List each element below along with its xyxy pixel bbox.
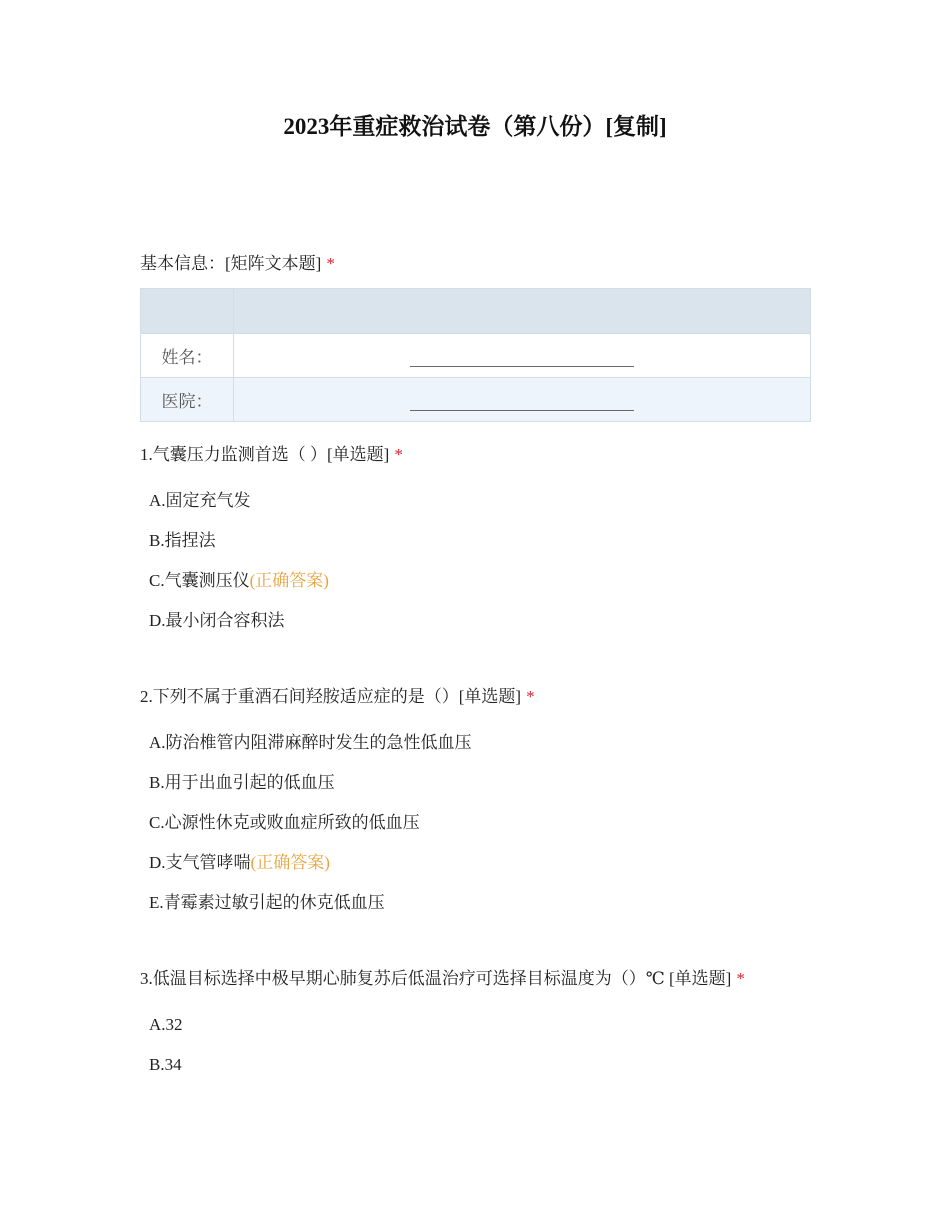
option-text: C.心源性休克或败血症所致的低血压 bbox=[149, 813, 420, 832]
question-2 bbox=[140, 685, 535, 709]
basic-info-matrix bbox=[140, 288, 811, 422]
correct-answer-note: (正确答案) bbox=[250, 853, 330, 872]
required-mark: * bbox=[526, 687, 535, 706]
option-text: E.青霉素过敏引起的休克低血压 bbox=[149, 893, 385, 912]
matrix-row-hospital bbox=[141, 378, 811, 422]
question-2-text: 2.下列不属于重酒石间羟胺适应症的是（）[单选题] bbox=[140, 687, 522, 706]
question-1-option-a[interactable] bbox=[149, 489, 251, 513]
option-text: B.34 bbox=[149, 1055, 182, 1074]
question-2-option-e[interactable] bbox=[149, 891, 385, 915]
required-mark: * bbox=[736, 969, 745, 988]
basic-info-label bbox=[140, 252, 335, 276]
matrix-row-name bbox=[141, 334, 811, 378]
option-text: B.指捏法 bbox=[149, 531, 216, 550]
question-3-option-a[interactable] bbox=[149, 1013, 183, 1037]
hospital-label: 医院： bbox=[141, 378, 234, 422]
question-2-option-a[interactable] bbox=[149, 731, 472, 755]
question-3-option-b[interactable] bbox=[149, 1053, 182, 1077]
question-3-text: 3.低温目标选择中极早期心肺复苏后低温治疗可选择目标温度为（）℃ [单选题] bbox=[140, 969, 732, 988]
option-text: A.防治椎管内阻滞麻醉时发生的急性低血压 bbox=[149, 733, 472, 752]
question-2-option-c[interactable] bbox=[149, 811, 420, 835]
basic-info-label-text: 基本信息：[矩阵文本题] bbox=[140, 254, 322, 273]
question-3 bbox=[140, 967, 745, 991]
hospital-input-blank[interactable] bbox=[410, 392, 634, 411]
page-title: 2023年重症救治试卷（第八份）[复制] bbox=[283, 114, 667, 139]
name-label: 姓名： bbox=[141, 334, 234, 378]
question-1-option-d[interactable] bbox=[149, 609, 285, 633]
correct-answer-note: (正确答案) bbox=[249, 571, 329, 590]
question-2-option-d[interactable] bbox=[149, 851, 330, 875]
matrix-header-value-cell bbox=[234, 289, 811, 334]
question-2-option-b[interactable] bbox=[149, 771, 335, 795]
option-text: A.32 bbox=[149, 1015, 183, 1034]
question-1-text: 1.气囊压力监测首选（ ）[单选题] bbox=[140, 445, 390, 464]
question-1-option-c[interactable] bbox=[149, 569, 329, 593]
question-1 bbox=[140, 443, 403, 467]
option-text: C.气囊测压仪 bbox=[149, 571, 250, 590]
matrix-header-label-cell bbox=[141, 289, 234, 334]
name-input-blank[interactable] bbox=[410, 348, 634, 367]
matrix-header-row bbox=[141, 289, 811, 334]
option-text: A.固定充气发 bbox=[149, 491, 251, 510]
option-text: D.支气管哮喘 bbox=[149, 853, 251, 872]
hospital-input-cell[interactable] bbox=[234, 378, 811, 422]
name-input-cell[interactable] bbox=[234, 334, 811, 378]
required-mark: * bbox=[326, 254, 335, 273]
option-text: D.最小闭合容积法 bbox=[149, 611, 285, 630]
required-mark: * bbox=[394, 445, 403, 464]
option-text: B.用于出血引起的低血压 bbox=[149, 773, 335, 792]
question-1-option-b[interactable] bbox=[149, 529, 216, 553]
